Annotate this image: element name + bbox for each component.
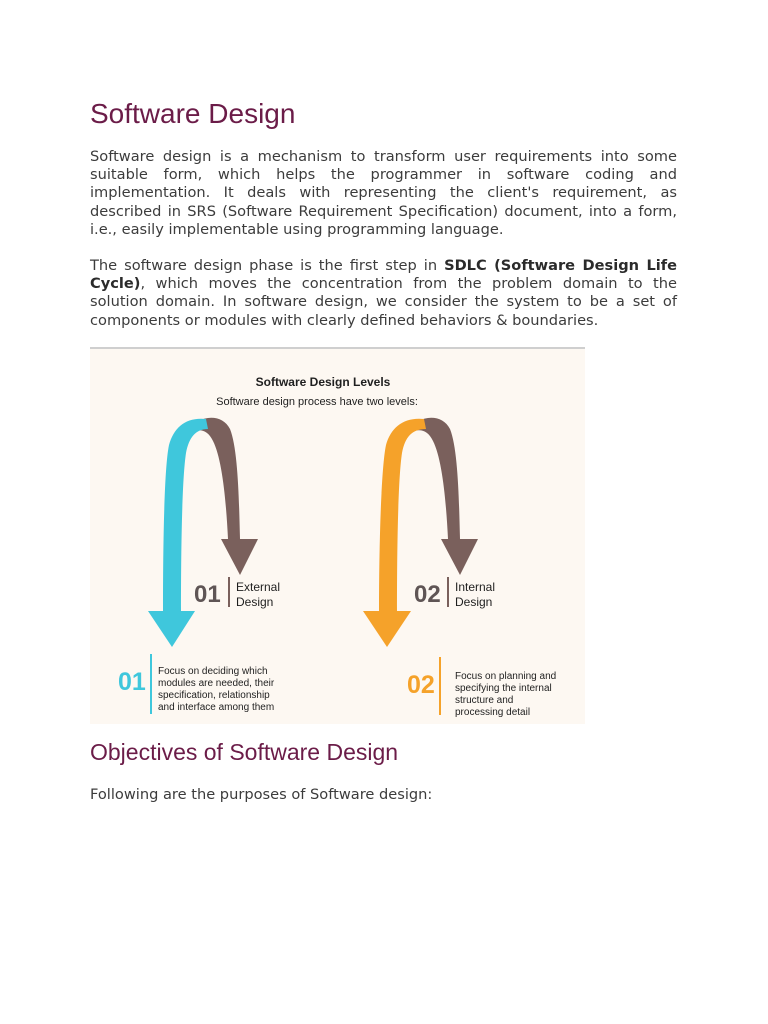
level1-up-arrow <box>194 418 258 575</box>
level2-desc-line1: Focus on planning and <box>455 671 557 682</box>
level1-divider <box>228 577 230 607</box>
intro-paragraph: Software design is a mechanism to transform user requirements into some suitable form, which helps the programmer in software coding and implementation. It deals with representing the client's requirement, as described in SRS (Software Requirement Specification) document, into a form, i.e., easily implementable using programming language. <box>90 148 677 238</box>
level2-desc-divider <box>439 657 441 715</box>
level1-down-arrow <box>148 419 208 647</box>
level2-desc-line3: structure and <box>455 695 514 706</box>
page-title: Software Design <box>90 98 296 129</box>
level1-number: 01 <box>194 581 221 608</box>
level1-label-line2: Design <box>236 595 274 609</box>
sdlc-paragraph <box>90 257 677 330</box>
objectives-intro: Following are the purposes of Software design: <box>90 786 433 803</box>
level1-desc-divider <box>150 654 152 714</box>
level2-divider <box>447 577 449 607</box>
level1-arrows <box>148 418 280 647</box>
level2-arrows <box>363 418 495 647</box>
level1-desc-line3: specification, relationship <box>158 690 270 701</box>
level1-description <box>118 654 275 714</box>
level1-desc-number: 01 <box>118 668 146 696</box>
level1-desc-line4: and interface among them <box>158 702 275 713</box>
level2-desc-line4: processing detail <box>455 707 531 718</box>
sdlc-paragraph-end: , which moves the concentration from the problem domain to the solution domain. In software design, we consider the system to be a set of components or modules with clearly defined behaviors & boundaries. <box>90 275 677 329</box>
sdlc-term: SDLC (Software Design Life Cycle) <box>90 257 677 293</box>
section-heading-objectives: Objectives of Software Design <box>90 739 399 765</box>
level1-desc-line2: modules are needed, their <box>158 678 275 689</box>
sdlc-paragraph-start: The software design phase is the first step in <box>90 257 445 274</box>
level2-down-arrow <box>363 419 426 647</box>
level2-label-line2: Design <box>455 595 493 609</box>
figure-title: Software Design Levels <box>255 375 391 389</box>
level2-description <box>407 657 556 718</box>
level2-up-arrow <box>414 418 478 575</box>
level1-label-line1: External <box>236 580 281 594</box>
design-levels-diagram <box>90 349 585 724</box>
level2-number: 02 <box>414 581 441 608</box>
level2-label-line1: Internal <box>455 580 496 594</box>
figure-subtitle: Software design process have two levels: <box>216 396 418 408</box>
design-levels-figure <box>90 347 585 724</box>
level2-desc-line2: specifying the internal <box>455 683 552 694</box>
level2-desc-number: 02 <box>407 671 435 699</box>
level1-desc-line1: Focus on deciding which <box>158 666 268 677</box>
